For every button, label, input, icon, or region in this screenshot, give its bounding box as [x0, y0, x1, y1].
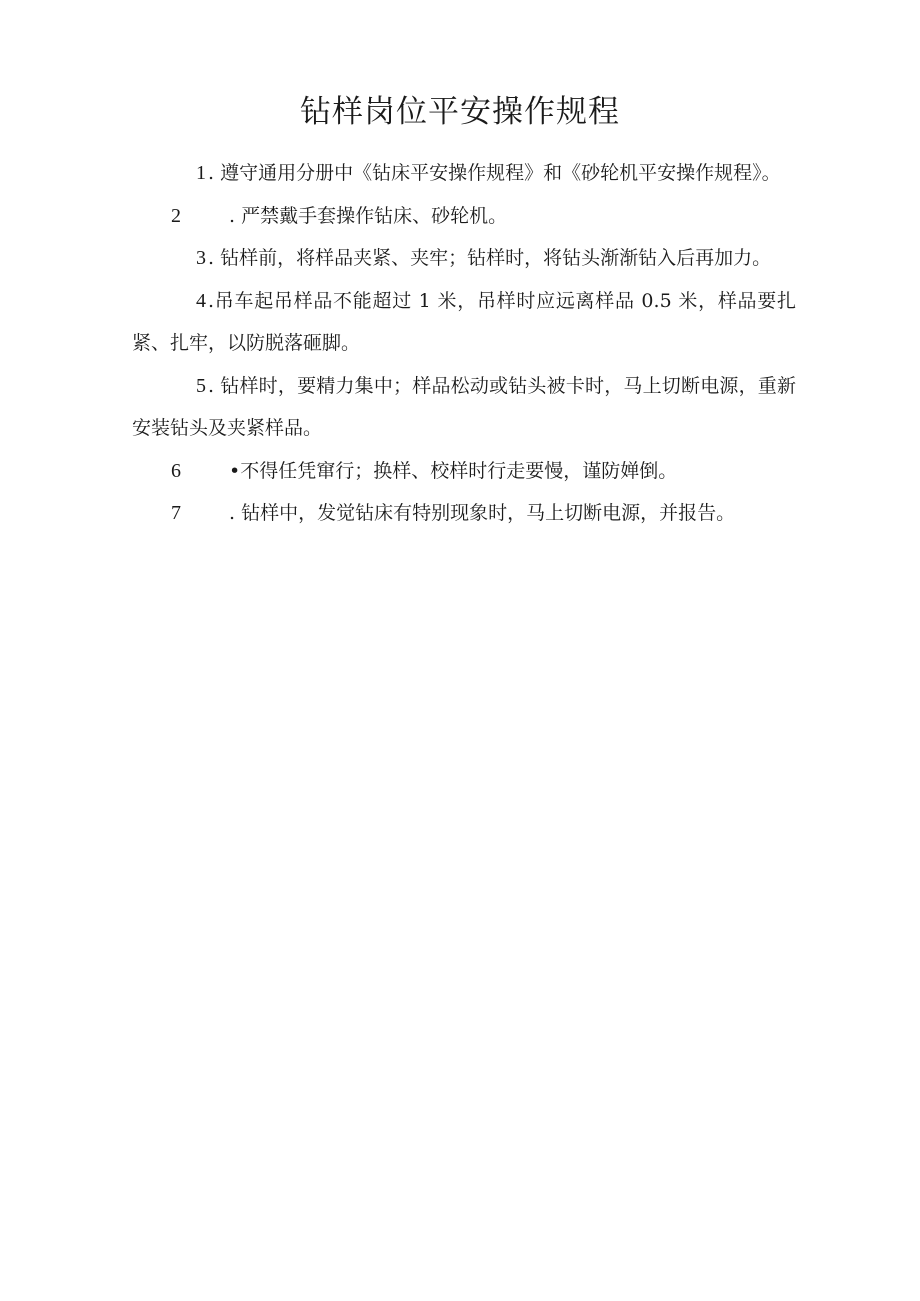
item-number: 4 — [196, 289, 206, 312]
regulation-item-5 — [132, 365, 796, 450]
item-number: 7 — [171, 502, 181, 524]
item-text: . 钻样时，要精力集中；样品松动或钻头被卡时，马上切断电源，重新安装钻头及夹紧样品。 — [132, 374, 796, 439]
regulation-item-1 — [132, 152, 796, 195]
item-number: 5 — [196, 374, 206, 397]
item-text: . 严禁戴手套操作钻床、砂轮机。 — [229, 204, 508, 227]
item-text: •不得任凭窜行；换样、校样时行走要慢，谨防婵倒。 — [229, 459, 678, 482]
item-text: .吊车起吊样品不能超过 1 米，吊样时应远离样品 0.5 米，样品要扎紧、扎牢，以防脱落砸脚。 — [132, 289, 796, 354]
item-text: . 钻样中，发觉钻床有特别现象时，马上切断电源，并报告。 — [229, 502, 736, 524]
regulation-item-4 — [132, 280, 796, 365]
regulation-item-2 — [132, 195, 796, 238]
item-number: 3 — [196, 247, 206, 269]
regulation-list — [132, 152, 796, 535]
item-text: . 钻样前，将样品夹紧、夹牢；钻样时，将钻头渐渐钻入后再加力。 — [208, 247, 772, 269]
item-number: 2 — [171, 204, 181, 227]
item-number: 6 — [171, 459, 181, 482]
regulation-item-6 — [132, 450, 796, 493]
item-number: 1 — [196, 162, 206, 184]
regulation-item-7 — [132, 492, 796, 535]
regulation-item-3 — [132, 237, 796, 280]
document-title: 钻样岗位平安操作规程 — [300, 94, 620, 130]
item-text: . 遵守通用分册中《钻床平安操作规程》和《砂轮机平安操作规程》。 — [208, 162, 781, 184]
